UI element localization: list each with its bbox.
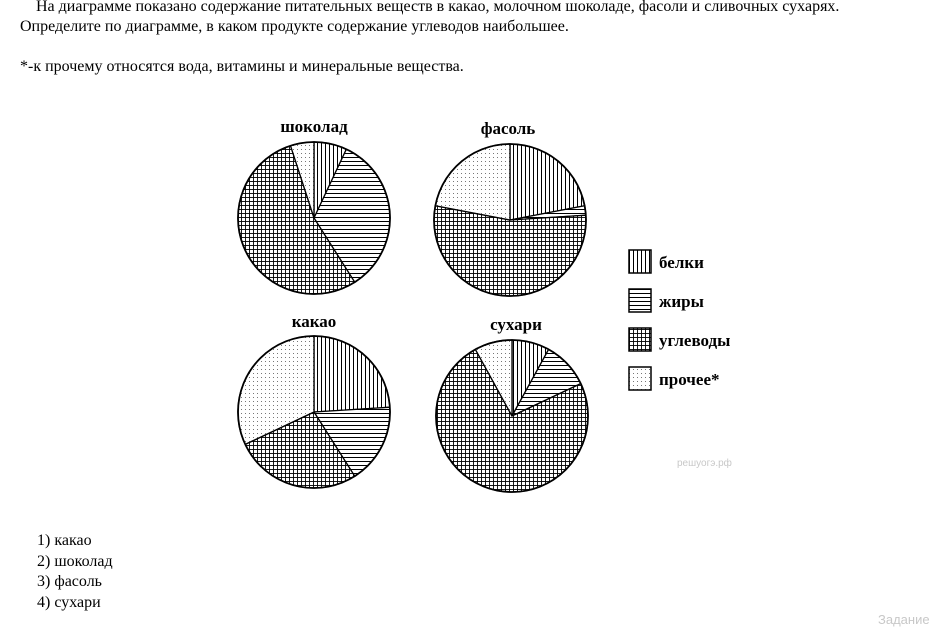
legend-label-uglevody: углеводы — [659, 331, 731, 350]
legend-swatch-prochee — [629, 367, 651, 390]
legend-swatch-uglevody — [629, 328, 651, 351]
legend-swatch-belki — [629, 250, 651, 273]
pie-title-fasol: фасоль — [480, 119, 536, 138]
legend — [629, 250, 730, 390]
answer-option-1[interactable]: 1) какао — [37, 532, 92, 549]
answer-option-2[interactable]: 2) шоколад — [37, 552, 113, 570]
pie-title-shokolad: шоколад — [280, 117, 348, 136]
pie-title-kakao: какао — [291, 312, 337, 331]
pie-shokolad — [238, 117, 390, 294]
question-note: *-к прочему относятся вода, витамины и минеральные вещества. — [20, 58, 464, 75]
pie-suhari — [436, 315, 588, 492]
pie-kakao — [238, 312, 390, 488]
legend-label-prochee: прочее* — [659, 370, 720, 389]
legend-swatch-zhiry — [629, 289, 651, 312]
pie-fasol — [434, 119, 586, 296]
answer-option-3[interactable]: 3) фасоль — [37, 573, 102, 590]
answer-option-4[interactable]: 4) сухари — [37, 593, 101, 611]
legend-label-belki: белки — [659, 253, 704, 272]
question-line-2: Определите по диаграмме, в каком продукте содержание углеводов наибольшее. — [20, 18, 569, 35]
watermark: решуогэ.рф — [677, 458, 732, 469]
slice-kakao-belki — [314, 336, 390, 412]
answer-options — [37, 531, 113, 613]
footer-label: Задание — [878, 612, 930, 627]
question-line-1: На диаграмме показано содержание питательных веществ в какао, молочном шоколаде, фасоли и сливочных сухарях. — [36, 0, 840, 15]
legend-label-zhiry: жиры — [659, 292, 704, 311]
pie-title-suhari: сухари — [490, 315, 542, 334]
